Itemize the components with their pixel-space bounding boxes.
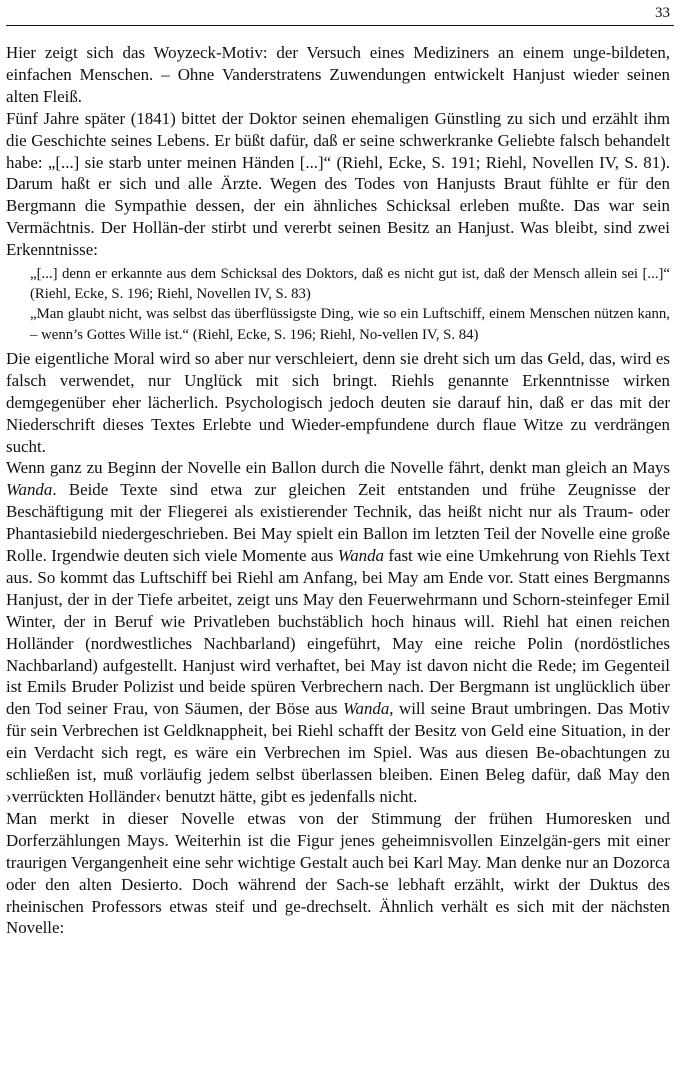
quote-block: [30, 264, 670, 345]
block-quote: „[...] denn er erkannte aus dem Schicksal des Doktors, daß es nicht gut ist, daß der Mensch allein sei [...]“ (Riehl, Ecke, S. 196; Riehl, Novellen IV, S. 83): [30, 266, 670, 303]
text-segment: Fünf Jahre später (1841) bittet der Doktor seinen ehemaligen Günstling zu sich und erzählt ihm die Geschichte seines Lebens. Er büßt dafür, daß er seine schwerkranke Geliebte falsch behandelt habe: „[...] sie starb unter meinen Händen [...]“ (Riehl, Ecke, S. 191; Riehl, Novellen IV, S. 81). Darum haßt er sich und alle Ärzte. Wegen des Todes von Hanjusts Braut fühlte er für den Bergmann die Sympathie dessen, der ein ähnliches Schicksal erleben mußte. Das war sein Vermächtnis. Der Hollän-der stirbt und vererbt seinen Besitz an Hanjust. Was bleibt, sind zwei Erkenntnisse:: [6, 108, 670, 260]
italic-title: Wanda: [342, 699, 390, 719]
paragraphs-after-quotes: [6, 348, 670, 939]
body-text: [6, 42, 670, 939]
text-segment: Die eigentliche Moral wird so aber nur verschleiert, denn sie dreht sich um das Geld, das, wird es falsch verwendet, nur Unglück mit sich bringt. Riehls genannte Erkenntnisse wirken demgegenüber eher lächerlich. Psychologisch jedoch deuten sie darauf hin, daß er das mit der Niederschrift dieses Textes Erlebte und Wieder-empfundene durch flaue Witze zu verdrängen sucht.: [6, 348, 670, 456]
text-segment: Wenn ganz zu Beginn der Novelle ein Ballon durch die Novelle fährt, denkt man gleich an Mays: [6, 458, 670, 478]
text-segment: Man merkt in dieser Novelle etwas von der Stimmung der frühen Humoresken und Dorferzählungen Mays. Weiterhin ist die Figur jenes geheimnisvollen Einzelgän-gers mit einer traurigen Vergangenheit eine sehr wichtige Gestalt auch bei Karl May. Man denke nur an Dozorca oder den alten Desierto. Doch während der Sach-se lebhaft erzählt, wirkt der Duktus des rheinischen Professors etwas steif und ge-drechselt. Ähnlich verhält es sich mit der nächsten Novelle:: [6, 808, 670, 938]
text-segment: fast wie eine Umkehrung von Riehls Text aus. So kommt das Luftschiff bei Riehl am Anfang, bei May am Ende vor. Statt eines Bergmanns Hanjust, der in der Tiefe arbeitet, zeigt uns May den Feuerwehrmann und Schorn-steinfeger Emil Winter, der in Beruf wie Privatleben buchstäblich hoch hinaus will. Riehl hat einen reichen Holländer (nordwestliches Nachbarland) eingeführt, May eine reiche Polin (nordöstliches Nachbarland) aufgestellt. Hanjust wird verhaftet, bei May ist davon nicht die Rede; im Gegenteil ist Emils Bruder Polizist und beide spüren Verbrechern nach. Der Bergmann ist unglücklich über den Tod seiner Frau, von Säumen, der Böse aus: [6, 546, 670, 719]
paragraphs-before-quotes: [6, 42, 670, 261]
header-rule: [6, 25, 674, 26]
text-segment: , will seine Braut umbringen. Das Motiv für sein Verbrechen ist Geldknappheit, bei Riehl schafft der Besitz von Geld eine Situation, in der ein Verdacht sich regt, es wäre ein Verbrechen im Spiel. Was aus diesen Be-obachtungen zu schließen ist, muß vorläufig jedem selbst überlassen bleiben. Einen Beleg dafür, daß May den ›verrückten Holländer‹ benutzt hätte, gibt es jedenfalls nicht.: [6, 699, 671, 806]
paragraph: [6, 108, 670, 261]
paragraph: [6, 348, 670, 458]
page-number: 33: [655, 5, 670, 21]
paragraph: [6, 457, 670, 808]
italic-title: Wanda: [6, 480, 53, 500]
text-segment: Hier zeigt sich das Woyzeck-Motiv: der Versuch eines Mediziners an einem unge-bildeten, einfachen Menschen. – Ohne Vanderstratens Zuwendungen entwickelt Hanjust wieder seinen alten Fleiß.: [6, 43, 670, 106]
block-quote: „Man glaubt nicht, was selbst das überflüssigste Ding, wie so ein Luftschiff, einem Menschen nützen kann, – wenn’s Gottes Wille ist.“ (Riehl, Ecke, S. 196; Riehl, No-vellen IV, S. 84): [30, 306, 670, 343]
text-segment: . Beide Texte sind etwa zur gleichen Zeit entstanden und frühe Zeugnisse der Beschäftigung mit der Fliegerei als existierender Technik, das heißt nicht nur als Traum- oder Phantasiebild niedergeschrieben. Bei May spielt ein Ballon im letzten Teil der Novelle eine große Rolle. Irgendwie deuten sich viele Momente aus: [6, 480, 670, 566]
paragraph: [6, 808, 670, 939]
italic-title: Wanda: [337, 546, 385, 566]
paragraph: [6, 42, 670, 108]
